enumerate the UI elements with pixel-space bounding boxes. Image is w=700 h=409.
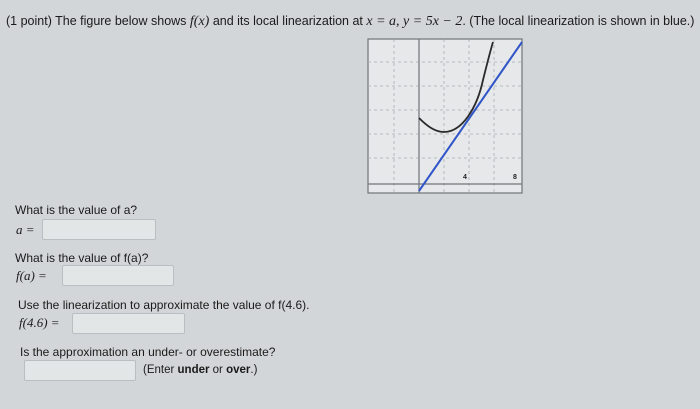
question-2-label: f(a) = (16, 268, 47, 283)
graph-frame (368, 39, 522, 193)
f-4-6-approximation-input[interactable] (72, 313, 185, 334)
intro-part-1: (1 point) The figure below shows (6, 14, 190, 28)
intro-linearization-equation: x = a, y = 5x − 2 (366, 14, 463, 29)
value-of-fa-input[interactable] (62, 265, 174, 286)
value-of-a-input[interactable] (42, 219, 156, 240)
problem-statement (6, 14, 694, 30)
hint-under-keyword: under (177, 364, 210, 376)
question-3-label: f(4.6) = (19, 315, 60, 330)
intro-part-2: and its local linearization at (209, 14, 367, 28)
question-3-text: Use the linearization to approximate the value of f(4.6). (18, 298, 310, 312)
question-4-text: Is the approximation an under- or overestimate? (20, 345, 276, 359)
question-1-text: What is the value of a? (15, 203, 138, 217)
intro-function-notation: f(x) (189, 14, 210, 29)
hint-over-keyword: over (226, 364, 251, 376)
intro-part-3: . (The local linearization is shown in blue.) (462, 14, 695, 28)
answer-format-hint: (Enter under or over.) (143, 364, 258, 376)
question-1-label: a = (16, 222, 35, 237)
x-tick-label-8: 8 (513, 174, 517, 181)
function-graph (367, 38, 523, 194)
question-2-text: What is the value of f(a)? (15, 251, 149, 265)
under-over-estimate-input[interactable] (24, 360, 136, 381)
x-tick-label-4: 4 (463, 174, 467, 181)
